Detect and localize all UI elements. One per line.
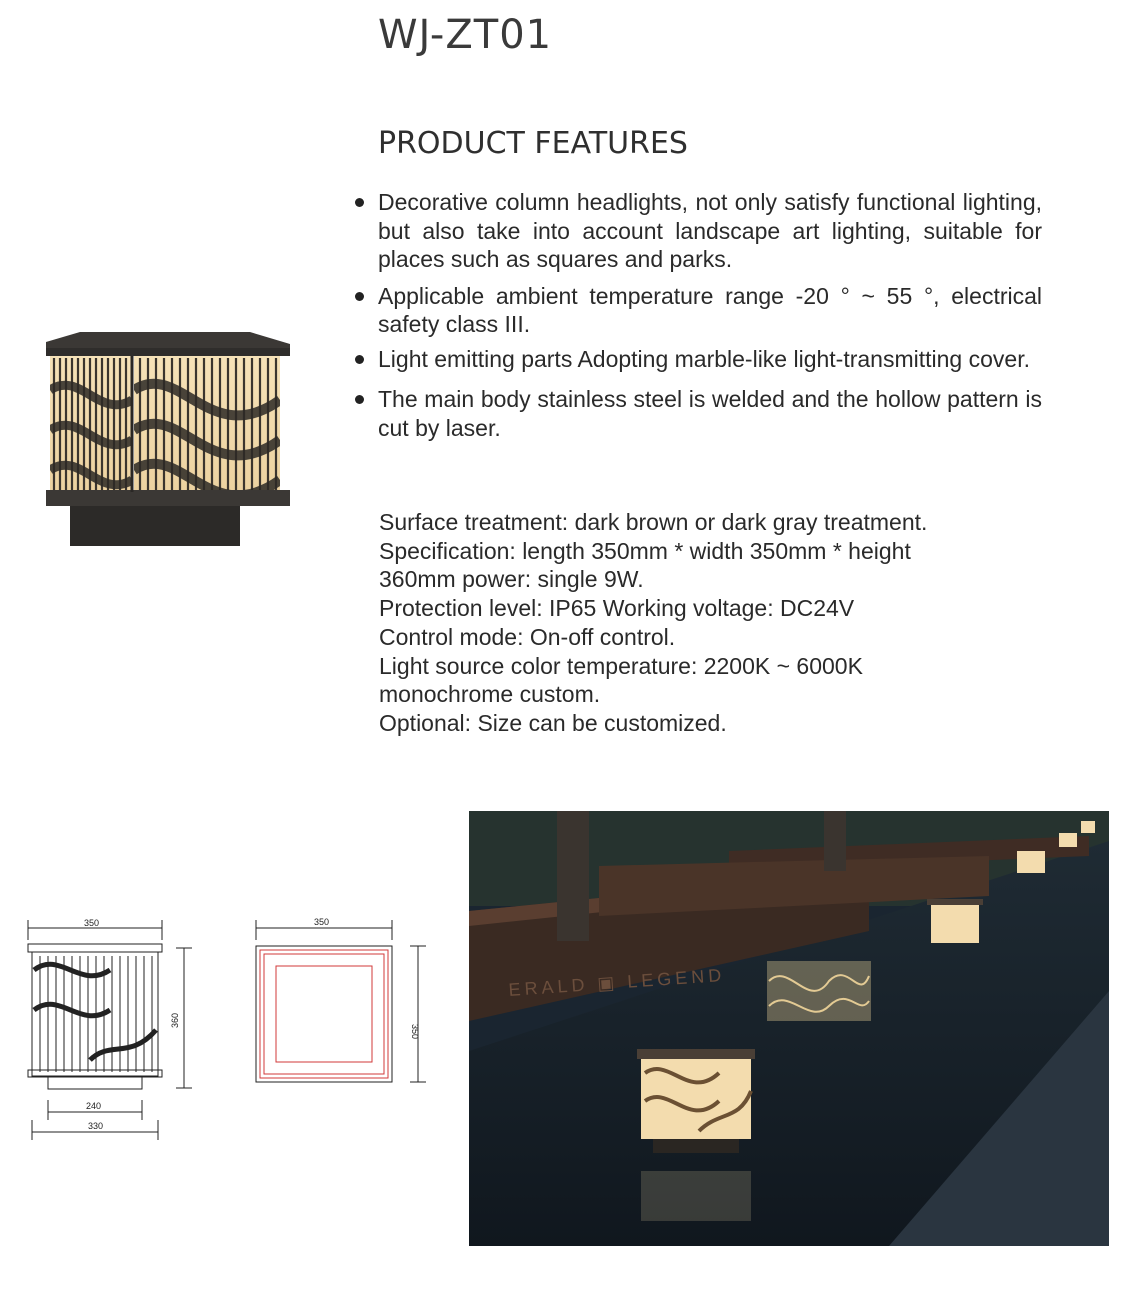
width-dimension: 350 [84, 918, 100, 928]
product-photo [40, 330, 300, 552]
specifications [379, 508, 1009, 738]
top-width-dimension: 350 [314, 917, 330, 927]
feature-item: Light emitting parts Adopting marble-like light-transmitting cover. [352, 345, 1117, 374]
scene-photo [469, 811, 1109, 1246]
spec-line: Control mode: On-off control. [379, 623, 676, 650]
engraving-text: ERALD ▣ LEGEND [507, 964, 726, 1000]
features-list [352, 188, 1117, 442]
spec-line: Optional: Size can be customized. [379, 709, 727, 736]
spec-line: Specification: length 350mm * width 350mm * height [379, 537, 911, 564]
spec-line: Surface treatment: dark brown or dark gray treatment. [379, 509, 928, 535]
top-view-drawing [250, 910, 440, 1100]
spec-line: Light source color temperature: 2200K ~ 6000K [379, 652, 863, 679]
front-elevation-drawing [20, 910, 210, 1150]
spec-line: monochrome custom. [379, 681, 601, 708]
features-heading: PRODUCT FEATURES [378, 126, 688, 161]
model-title: WJ-ZT01 [378, 12, 553, 58]
top-depth-dimension: 350 [410, 1024, 420, 1040]
base-dimension: 240 [86, 1101, 102, 1111]
spec-line: Protection level: IP65 Working voltage: DC24V [379, 595, 855, 622]
feature-item: Applicable ambient temperature range -20 ° ~ 55 °, electrical safety class III. [352, 282, 1042, 339]
feature-item: The main body stainless steel is welded and the hollow pattern is cut by laser. [352, 385, 1042, 442]
height-dimension: 360 [170, 1012, 180, 1028]
feature-item: Decorative column headlights, not only satisfy functional lighting, but also take into account landscape art lighting, suitable for places such as squares and parks. [352, 188, 1042, 274]
spec-line: 360mm power: single 9W. [379, 566, 644, 593]
foot-dimension: 330 [88, 1121, 104, 1131]
